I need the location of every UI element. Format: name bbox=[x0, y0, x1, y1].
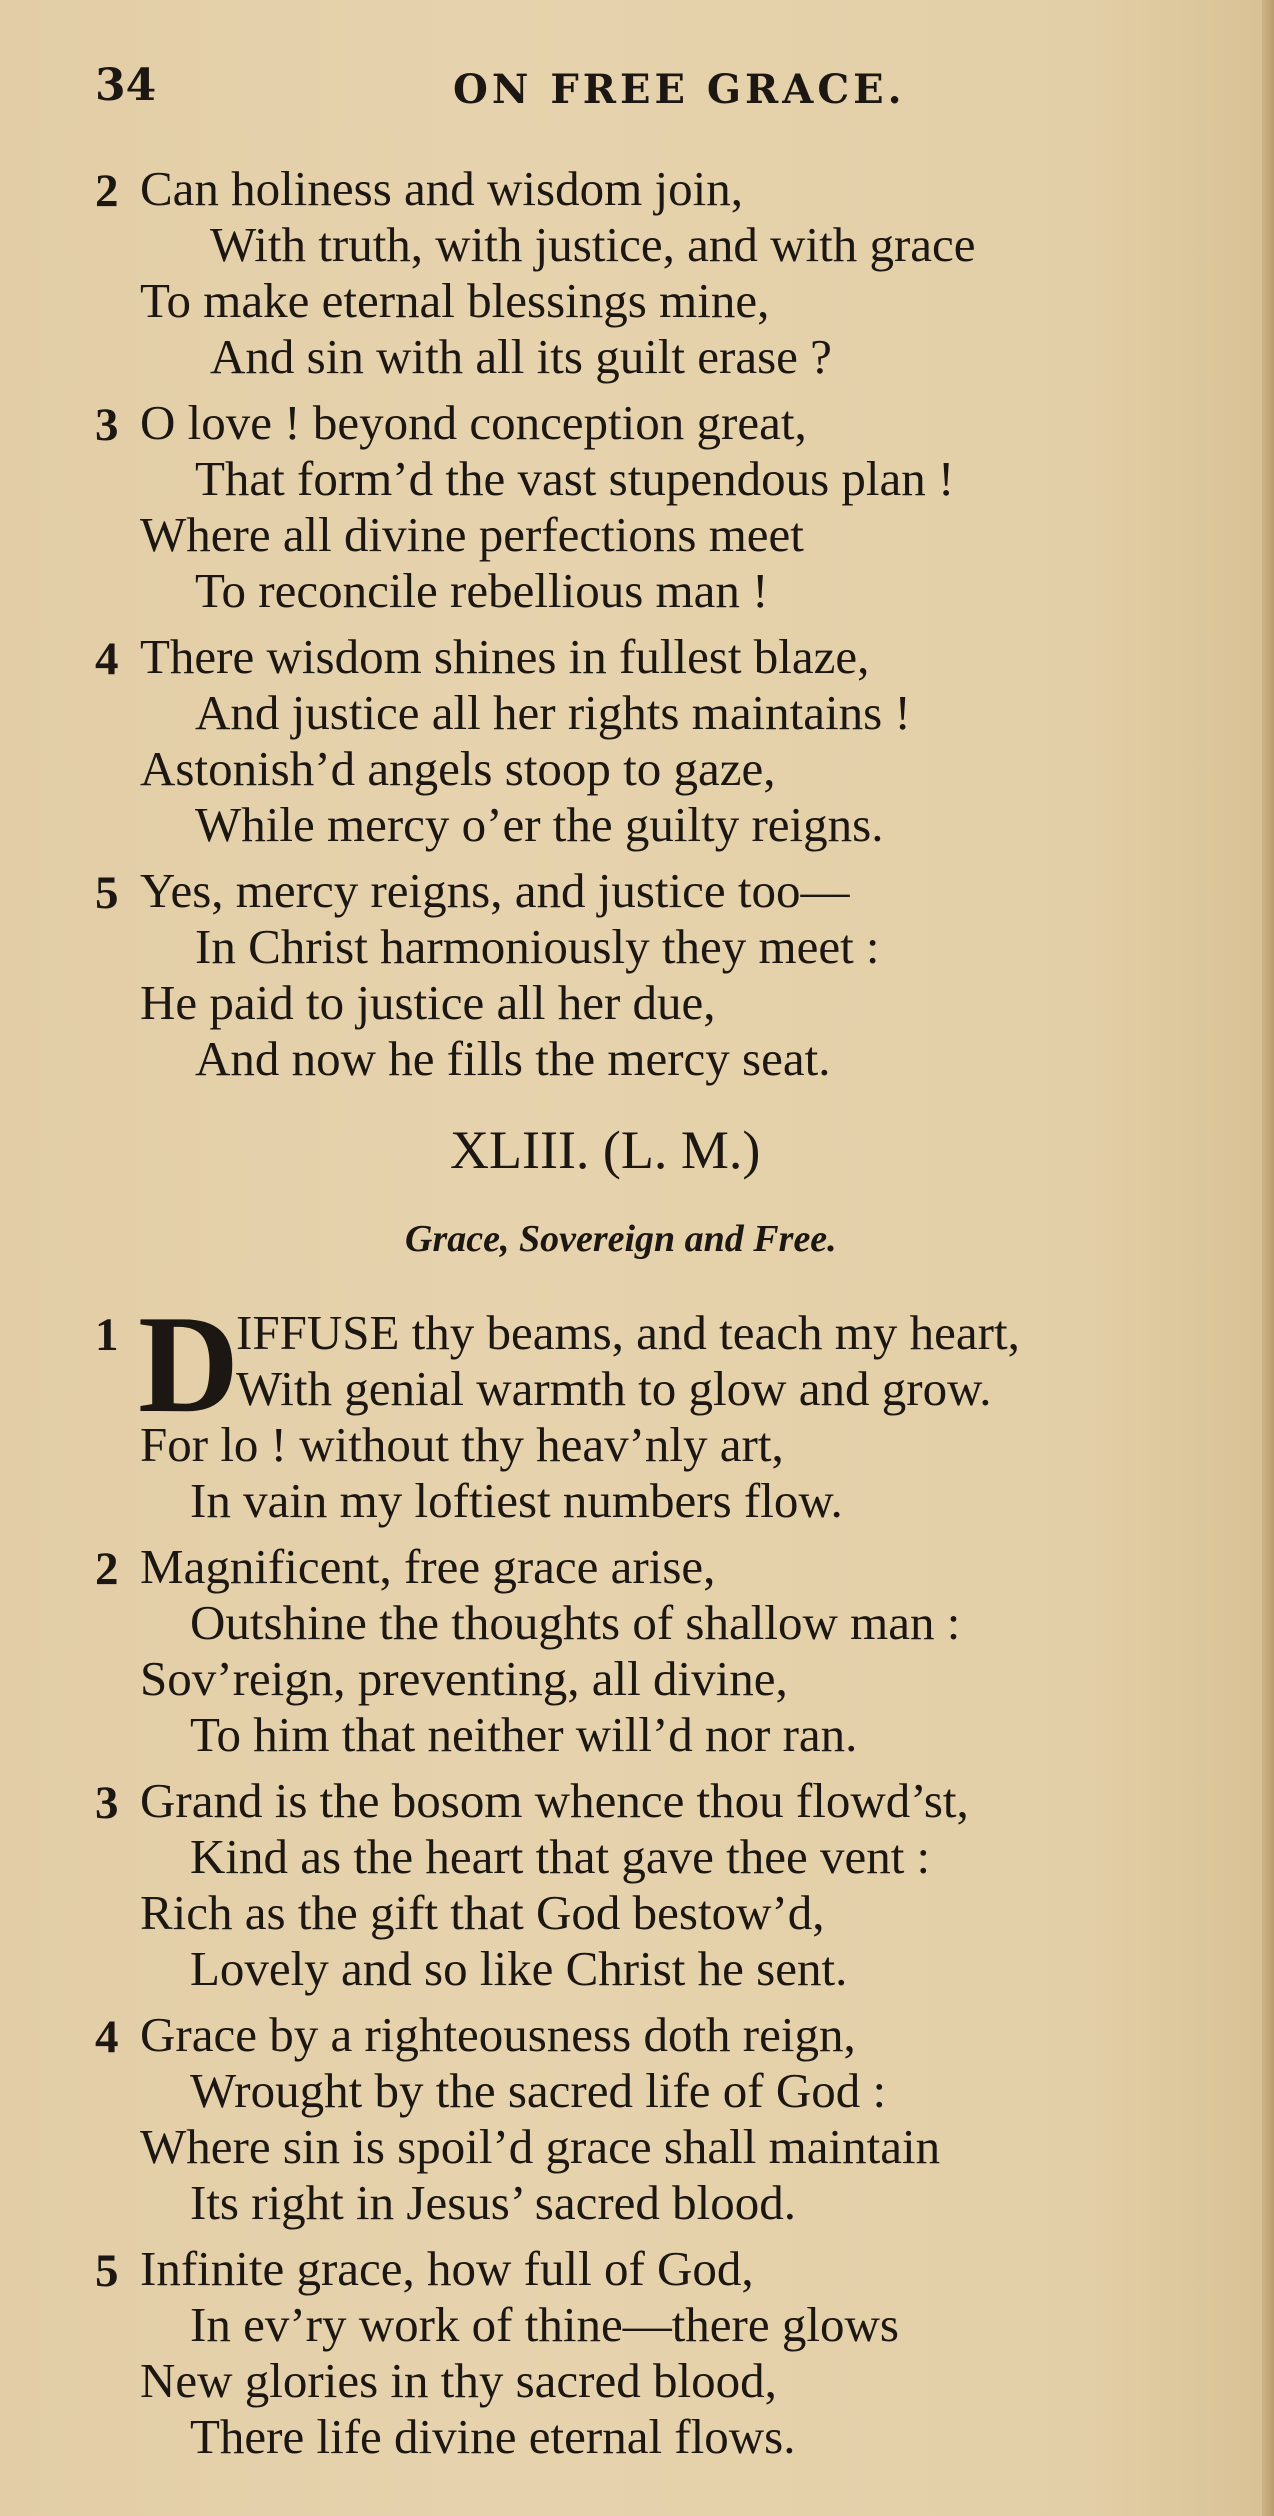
verse-line: That form’d the vast stupendous plan ! bbox=[195, 451, 955, 506]
verse-line: O love ! beyond conception great, bbox=[140, 395, 807, 450]
verse-line: Outshine the thoughts of shallow man : bbox=[190, 1595, 961, 1650]
verse-line: And now he fills the mercy seat. bbox=[195, 1031, 831, 1086]
verse-line: Lovely and so like Christ he sent. bbox=[190, 1941, 848, 1996]
verse-line: To him that neither will’d nor ran. bbox=[190, 1707, 858, 1762]
verse-line: And sin with all its guilt erase ? bbox=[210, 329, 832, 384]
verse-line: Rich as the gift that God bestow’d, bbox=[140, 1885, 825, 1940]
stanza-number: 1 bbox=[95, 1309, 119, 1361]
verse-line: There wisdom shines in fullest blaze, bbox=[140, 629, 870, 684]
page-number: 34 bbox=[95, 60, 157, 111]
verse-line: He paid to justice all her due, bbox=[140, 975, 716, 1030]
stanza-number: 2 bbox=[95, 1543, 119, 1595]
stanza-number: 5 bbox=[95, 2245, 119, 2297]
verse-line: Wrought by the sacred life of God : bbox=[190, 2063, 887, 2118]
verse-line: Grand is the bosom whence thou flowd’st, bbox=[140, 1773, 969, 1828]
stanza-number: 2 bbox=[95, 165, 119, 217]
verse-line: Yes, mercy reigns, and justice too— bbox=[140, 863, 850, 918]
verse-line: Sov’reign, preventing, all divine, bbox=[140, 1651, 788, 1706]
stanza-number: 4 bbox=[95, 633, 119, 685]
verse-line: New glories in thy sacred blood, bbox=[140, 2353, 777, 2408]
hymn-subtitle: Grace, Sovereign and Free. bbox=[405, 1218, 837, 1260]
verse-line: Can holiness and wisdom join, bbox=[140, 161, 743, 216]
verse-line: To reconcile rebellious man ! bbox=[195, 563, 769, 618]
verse-line: Its right in Jesus’ sacred blood. bbox=[190, 2175, 797, 2230]
verse-line: IFFUSE thy beams, and teach my heart, bbox=[236, 1305, 1020, 1360]
verse-line: In vain my loftiest numbers flow. bbox=[190, 1473, 843, 1528]
page-edge bbox=[1262, 0, 1274, 2516]
page-header bbox=[95, 60, 1195, 130]
verse-line: In Christ harmoniously they meet : bbox=[195, 919, 880, 974]
stanza-number: 3 bbox=[95, 399, 119, 451]
verse-line: With genial warmth to glow and grow. bbox=[236, 1361, 992, 1416]
stanza-number: 5 bbox=[95, 867, 119, 919]
verse-line: To make eternal blessings mine, bbox=[140, 273, 770, 328]
verse-line: In ev’ry work of thine—there glows bbox=[190, 2297, 899, 2352]
running-title: ON FREE GRACE. bbox=[453, 66, 906, 113]
verse-line: Magnificent, free grace arise, bbox=[140, 1539, 716, 1594]
verse-line: Where all divine perfections meet bbox=[140, 507, 804, 562]
verse-line: Grace by a righteousness doth reign, bbox=[140, 2007, 856, 2062]
verse-line: Infinite grace, how full of God, bbox=[140, 2241, 754, 2296]
drop-cap: D bbox=[138, 1287, 240, 1442]
hymn-title: XLIII. (L. M.) bbox=[450, 1120, 761, 1180]
verse-line: With truth, with justice, and with grace bbox=[210, 217, 976, 272]
verse-line: Where sin is spoil’d grace shall maintain bbox=[140, 2119, 941, 2174]
stanza-number: 3 bbox=[95, 1777, 119, 1829]
verse-line: And justice all her rights maintains ! bbox=[195, 685, 911, 740]
verse-line: For lo ! without thy heav’nly art, bbox=[140, 1417, 784, 1472]
verse-line: Kind as the heart that gave thee vent : bbox=[190, 1829, 931, 1884]
verse-line: While mercy o’er the guilty reigns. bbox=[195, 797, 884, 852]
stanza-number: 4 bbox=[95, 2011, 119, 2063]
verse-line: There life divine eternal flows. bbox=[190, 2409, 796, 2464]
verse-line: Astonish’d angels stoop to gaze, bbox=[140, 741, 776, 796]
